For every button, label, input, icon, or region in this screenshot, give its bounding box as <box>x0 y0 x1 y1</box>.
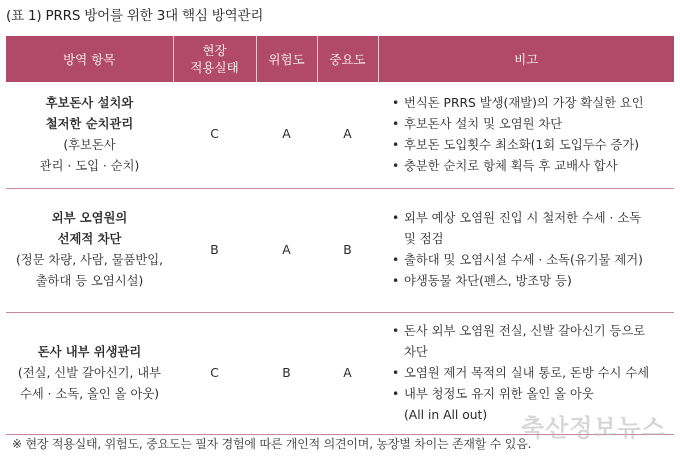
item-title-line: 외부 오염원의 <box>51 211 128 225</box>
remark-item: • 야생동물 차단(펜스, 방조망 등) <box>392 271 668 292</box>
header-remarks: 비고 <box>378 36 674 82</box>
item-sub-line: (전실, 신발 갈아신기, 내부 <box>17 365 162 380</box>
remark-item: • 오염원 제거 목적의 실내 통로, 돈방 수시 수세 <box>392 363 668 384</box>
remark-item: • 돈사 외부 오염원 전실, 신발 갈아신기 등으로 <box>392 321 668 342</box>
item-sub-line: (정문 차량, 사람, 물품반입, <box>15 253 164 267</box>
table-row <box>6 82 674 188</box>
item-sub-line: 관리 · 도입 · 순치) <box>39 158 140 173</box>
remark-item-continuation: 및 점검 <box>404 232 444 246</box>
header-importance: 중요도 <box>317 36 378 82</box>
importance-cell: A <box>317 312 378 434</box>
remark-item: • 번식돈 PRRS 발생(재발)의 가장 확실한 요인 <box>392 93 668 114</box>
header-field-status-line2: 적용실태 <box>190 60 239 75</box>
biosecurity-table <box>6 36 674 435</box>
remark-item: • 내부 청정도 유지 위한 올인 올 아웃 <box>392 384 668 405</box>
item-title-line: 철저한 순치관리 <box>45 116 134 131</box>
importance-cell: A <box>317 82 378 188</box>
item-title-line: 돈사 내부 위생관리 <box>37 344 142 359</box>
item-sub-line: 수세 · 소독, 올인 올 아웃) <box>19 386 160 401</box>
risk-cell: A <box>256 188 317 312</box>
remark-item-continuation: 차단 <box>404 344 428 359</box>
item-cell <box>6 312 173 434</box>
watermark-logo: 축산정보뉴스 <box>520 414 666 442</box>
risk-cell: B <box>256 312 317 434</box>
remark-item: • 후보돈 도입횟수 최소화(1회 도입두수 증가) <box>392 135 668 156</box>
field-status-cell: B <box>173 188 256 312</box>
remark-item: • 외부 예상 오염원 진입 시 철저한 수세 · 소독 <box>392 208 668 229</box>
footnote: ※ 현장 적용실태, 위험도, 중요도는 필자 경험에 따른 개인적 의견이며, 농장별 차이는 존재할 수 있음. <box>12 437 532 451</box>
remark-item-continuation: (All in All out) <box>404 407 488 422</box>
table-row <box>6 188 674 312</box>
header-row <box>6 36 674 82</box>
item-sub-line: 출하대 등 오염시설) <box>35 274 144 288</box>
remark-item: • 출하대 및 오염시설 수세 · 소독(유기물 제거) <box>392 250 668 271</box>
header-field-status <box>173 36 256 82</box>
remark-item: • 후보돈사 설치 및 오염원 차단 <box>392 114 668 135</box>
remarks-cell <box>378 82 674 188</box>
item-title-line: 후보돈사 설치와 <box>45 95 134 110</box>
item-cell <box>6 82 173 188</box>
item-cell <box>6 188 173 312</box>
remarks-cell <box>378 188 674 312</box>
risk-cell: A <box>256 82 317 188</box>
header-risk: 위험도 <box>256 36 317 82</box>
header-field-status-line1: 현장 <box>202 43 227 58</box>
item-sub-line: (후보돈사 <box>63 137 116 152</box>
remark-item: • 충분한 순치로 항체 획득 후 교배사 합사 <box>392 156 668 177</box>
header-item: 방역 항목 <box>6 36 173 82</box>
field-status-cell: C <box>173 312 256 434</box>
item-title-line: 선제적 차단 <box>57 232 122 246</box>
table-caption: (표 1) PRRS 방어를 위한 3대 핵심 방역관리 <box>6 8 264 24</box>
field-status-cell: C <box>173 82 256 188</box>
importance-cell: B <box>317 188 378 312</box>
